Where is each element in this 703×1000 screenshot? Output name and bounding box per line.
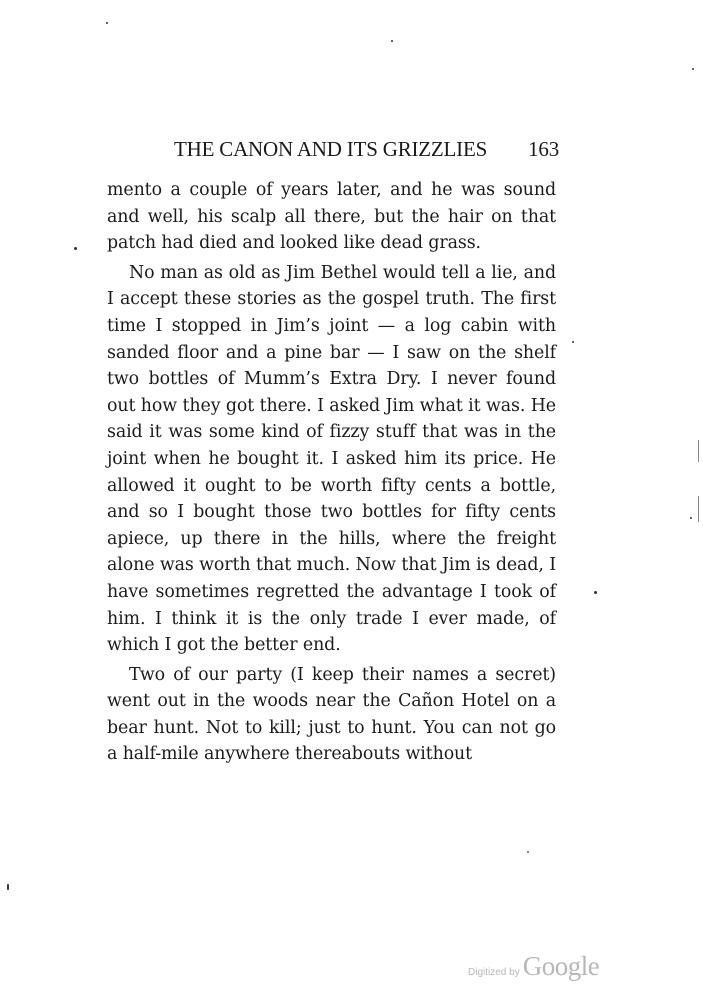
digitized-by-label: Digitized by <box>468 967 520 978</box>
page-number: 163 <box>528 137 559 161</box>
scan-speck <box>106 22 108 24</box>
scan-speck <box>698 440 699 462</box>
scan-speck <box>572 341 574 343</box>
scan-speck <box>74 247 77 250</box>
scan-speck <box>690 517 692 519</box>
scan-speck <box>7 884 9 890</box>
scan-speck <box>527 851 529 853</box>
running-header <box>174 137 559 163</box>
chapter-title: THE CANON AND ITS GRIZZLIES <box>174 137 488 161</box>
paragraph-bear-hunt: Two of our party (I keep their names a secret) went out in the woods near the Cañon Hotel on a bear hunt. Not to kill; just to hunt. You can not go a half-mile anywhere thereabouts without <box>107 664 556 765</box>
scan-speck <box>692 68 694 70</box>
scan-speck <box>594 591 597 594</box>
scan-speck <box>698 496 699 522</box>
google-logo: Google <box>522 951 600 981</box>
digitized-by-google-watermark <box>468 951 599 982</box>
paragraph-continued: mento a couple of years later, and he was sound and well, his scalp all there, but the hair on that patch had died and looked like dead grass. <box>107 180 556 254</box>
scan-speck <box>391 40 393 42</box>
paragraph-jim-bethel: No man as old as Jim Bethel would tell a lie, and I accept these stories as the gospel truth. The first time I stopped in Jim’s joint — a log cabin with sanded floor and a pine bar — I saw on the shelf two bottles of Mumm’s Extra Dry. I never found out how they got there. I asked Jim what it was. He said it was some kind of fizzy stuff that was in the joint when he bought it. I asked him its price. He allowed it ought to be worth fifty cents a bottle, and so I bought those two bottles for fifty cents apiece, up there in the hills, where the freight alone was worth that much. Now that Jim is dead, I have sometimes regretted the advantage I took of him. I think it is the only trade I ever made, of which I got the better end. <box>107 262 556 656</box>
body-text <box>107 177 556 768</box>
